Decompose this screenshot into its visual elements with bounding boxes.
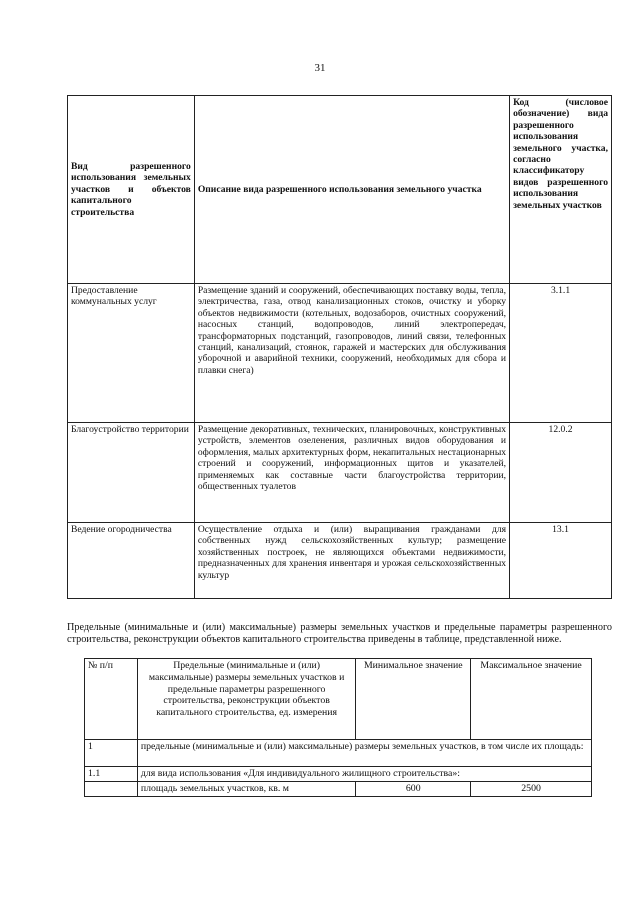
table-row: [68, 523, 612, 599]
land-use-table: [67, 95, 612, 599]
row-num: 1.1: [85, 767, 138, 782]
row-num: [85, 782, 138, 797]
header-num: № п/п: [85, 659, 138, 740]
size-table-header: [85, 659, 592, 740]
intro-paragraph: Предельные (минимальные и (или) максимальные) размеры земельных участков и предельные параметры разрешенного строительства, реконструкции объектов капитального строительства приведены в таблице, представленной ниже.: [67, 622, 612, 646]
size-limits-table: [84, 658, 592, 797]
min-value: 600: [356, 782, 471, 797]
code-cell: 3.1.1: [510, 284, 612, 423]
header-min: Минимальное значение: [356, 659, 471, 740]
header-param: Предельные (минимальные и (или) максимальные) размеры земельных участков и предельные параметры разрешенного строительства, реконструкции объектов капитального строительства, ед. измерения: [137, 659, 355, 740]
description-cell: Размещение зданий и сооружений, обеспечивающих поставку воды, тепла, электричества, газа, отвод канализационных стоков, очистку и уборку объектов недвижимости (котельных, водозаборов, очистных сооружений, насосных станций, водопроводов, линий электропередач, трансформаторных подстанций, газопроводов, линий связи, телефонных станций, канализаций, стоянок, гаражей и мастерских для обслуживания уборочной и аварийной техники, сооружений, необходимых для сбора и плавки снега): [194, 284, 509, 423]
header-max: Максимальное значение: [471, 659, 592, 740]
use-type-cell: Ведение огородничества: [68, 523, 195, 599]
table-row: [85, 740, 592, 767]
page-number: 31: [314, 62, 326, 74]
code-cell: 12.0.2: [510, 423, 612, 523]
table-row: [85, 782, 592, 797]
land-use-table-header: [68, 96, 612, 284]
max-value: 2500: [471, 782, 592, 797]
use-type-cell: Благоустройство территории: [68, 423, 195, 523]
use-type-cell: Предоставление коммунальных услуг: [68, 284, 195, 423]
table-row: [68, 423, 612, 523]
header-code: Код (числовое обозначение) вида разрешенного использования земельного участка, согласно классификатору видов разрешенного использования земельных участков: [510, 96, 612, 284]
header-description: Описание вида разрешенного использования земельного участка: [194, 96, 509, 284]
param-cell: площадь земельных участков, кв. м: [137, 782, 355, 797]
table-row: [85, 767, 592, 782]
description-cell: Осуществление отдыха и (или) выращивания гражданами для собственных нужд сельскохозяйственных культур; размещение хозяйственных построек, не являющихся объектами недвижимости, предназначенных для хранения инвентаря и урожая сельскохозяйственных культур: [194, 523, 509, 599]
table-row: [68, 284, 612, 423]
row-text: предельные (минимальные и (или) максимальные) размеры земельных участков, в том числе их площадь:: [137, 740, 591, 767]
code-cell: 13.1: [510, 523, 612, 599]
description-cell: Размещение декоративных, технических, планировочных, конструктивных устройств, элементов озеленения, различных видов оборудования и оформления, малых архитектурных форм, некапитальных нестационарных строений и сооружений, информационных щитов и указателей, применяемых как составные части благоустройства территории, общественных туалетов: [194, 423, 509, 523]
header-use-type: Вид разрешенного использования земельных участков и объектов капитального строительства: [68, 96, 195, 284]
row-text: для вида использования «Для индивидуального жилищного строительства»:: [137, 767, 591, 782]
row-num: 1: [85, 740, 138, 767]
